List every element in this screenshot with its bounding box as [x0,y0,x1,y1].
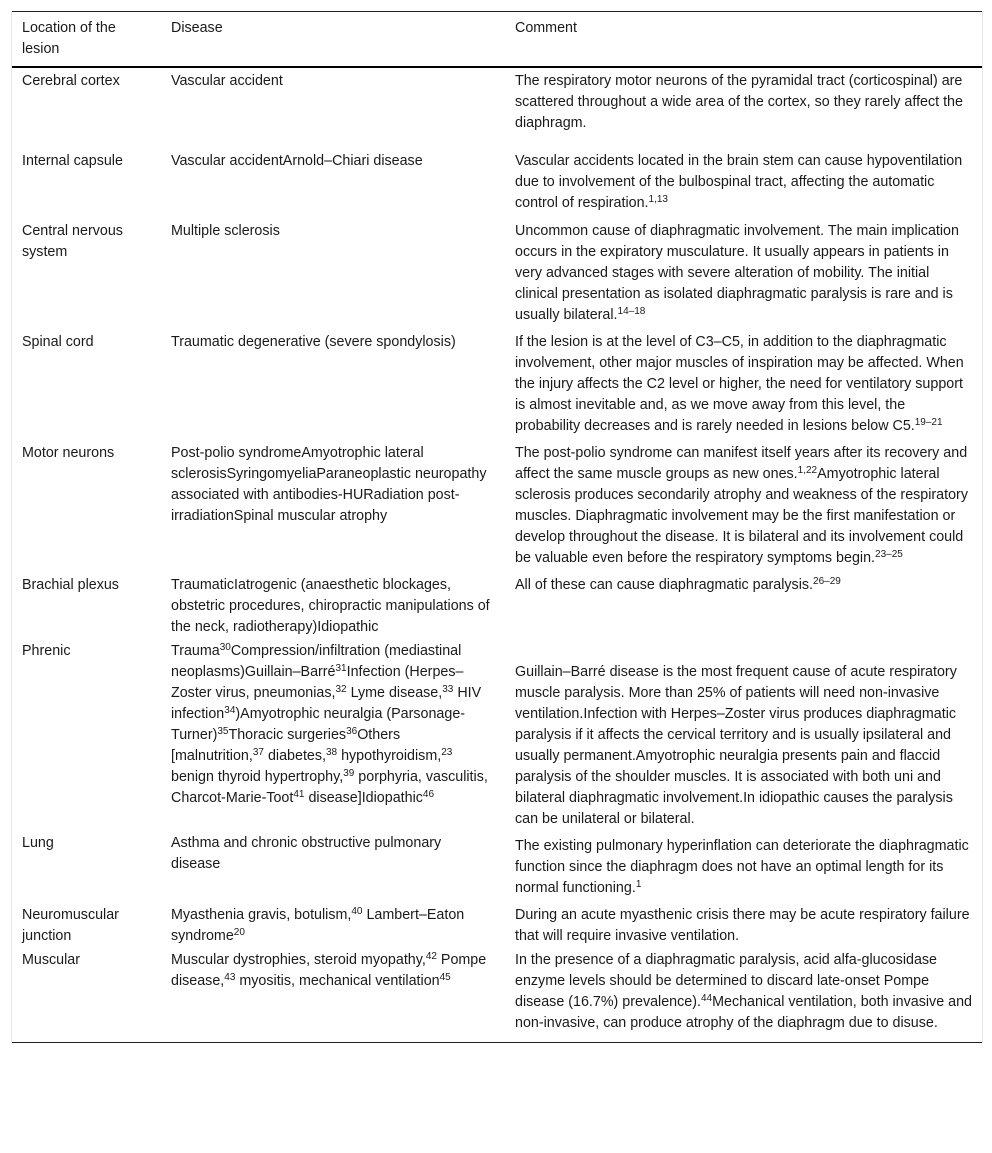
cell-comment: The respiratory motor neurons of the pyramidal tract (corticospinal) are scattered throughout a wide area of the cortex, so they rarely affect the diaphragm. [515,73,963,131]
reference-superscript: 35 [217,726,229,737]
table-row [12,67,982,148]
cell-disease: Muscular dystrophies, steroid myopathy,$^{42}$ Pompe disease,$^{43}$ myositis, mechanical ventilation$^{45}$ [171,951,487,989]
reference-superscript: 23 [441,747,453,758]
cell-location: Brachial plexus [22,577,119,593]
cell-location: Internal capsule [22,153,123,169]
cell-comment: During an acute myasthenic crisis there may be acute respiratory failure that will require invasive ventilation. [515,907,970,944]
cell-disease: Trauma$^{30}$Compression/infiltration (mediastinal neoplasms)Guillain–Barré$^{31}$Infection (Herpes–Zoster virus, pneumonias,$^{32}$ Lyme disease,$^{33}$ HIV infection$^{34}$)Amyotrophic neuralgia (Parsonage-Turner)$^{35}$Thoracic surgeries$^{36}$Others [malnutrition,$^{37}$ diabetes,$^{38}$ hypothyroidism,$^{23}$ benign thyroid hypertrophy,$^{39}$ porphyria, vasculitis, Charcot-Marie-Toot$^{41}$ disease]Idiopathic$^{46}$ [171,642,488,806]
cell-disease: Myasthenia gravis, botulism,$^{40}$ Lambert–Eaton syndrome$^{20}$ [171,906,465,944]
cell-disease: Post-polio syndromeAmyotrophic lateral sclerosisSyringomyeliaParaneoplastic neuropathy associated with antibodies-HURadiation post-irradiationSpinal muscular atrophy [171,445,487,524]
cell-comment: The post-polio syndrome can manifest itself years after its recovery and affect the same muscle groups as new ones.$^{1,22}$Amyotrophic lateral sclerosis produces secondarily atrophy and weakness of the respiratory muscles. Diaphragmatic involvement may be the first manifestation or develop throughout the disease. It is bilateral and its involvement could be valuable even before the respiratory symptoms begin.$^{23-25}$ [515,445,968,566]
reference-superscript: 19–21 [914,417,943,428]
reference-superscript: 34 [224,705,236,716]
cell-disease: Vascular accident [171,73,283,89]
reference-superscript: 44 [700,993,713,1004]
reference-superscript: 23–25 [875,549,903,560]
header-disease: Disease [171,20,223,36]
cell-location: Spinal cord [22,334,94,350]
reference-superscript: 39 [343,768,355,779]
reference-superscript: 40 [351,906,363,917]
header-location: Location of the lesion [22,20,116,57]
table-header-row [12,12,982,68]
cell-location: Phrenic [22,643,71,659]
lesion-disease-table [12,11,982,1043]
reference-superscript: 46 [422,789,435,800]
reference-superscript: 1,13 [648,194,668,205]
cell-location: Central nervous system [22,223,123,260]
reference-superscript: 30 [219,642,231,653]
table-row [12,902,982,947]
cell-location: Lung [22,835,54,851]
cell-comment: Vascular accidents located in the brain stem can cause hypoventilation due to involvement of the bulbospinal tract, affecting the automatic control of respiration.$^{1,13}$ [515,153,963,211]
lesion-table-container [11,11,983,1043]
table-row [12,638,982,830]
table-row [12,830,982,902]
reference-superscript: 14–18 [617,306,646,317]
cell-disease: Vascular accidentArnold–Chiari disease [171,153,423,169]
header-comment: Comment [515,20,577,36]
table-row [12,148,982,218]
reference-superscript: 37 [252,747,264,758]
reference-superscript: 33 [442,684,454,695]
cell-comment: If the lesion is at the level of C3–C5, in addition to the diaphragmatic involvement, other major muscles of inspiration may be affected. When the injury affects the C2 level or higher, the need for ventilatory support is almost inevitable and, as we move away from this level, the probability decreases and is rarely needed in lesions below C5.$^{19-21}$ [515,334,964,434]
table-row [12,329,982,440]
reference-superscript: 31 [335,663,347,674]
reference-superscript: 20 [233,927,245,938]
reference-superscript: 43 [224,972,236,983]
cell-location: Cerebral cortex [22,73,120,89]
cell-disease: TraumaticIatrogenic (anaesthetic blockages, obstetric procedures, chiropractic manipulations of the neck, radiotherapy)Idiopathic [171,577,490,635]
reference-superscript: 1,22 [797,465,818,476]
cell-comment: Guillain–Barré disease is the most frequent cause of acute respiratory muscle paralysis. More than 25% of patients will need non-invasive ventilation.Infection with Herpes–Zoster virus produces diaphragmatic paralysis if it affects the cervical territory and is usually ipsilateral and usually permanent.Amyotrophic neuralgia presents pain and flaccid paralysis of the shoulder muscles. It is associated with both uni and bilateral diaphragmatic involvement.In idiopathic causes the paralysis can be unilateral or bilateral. [515,664,957,827]
table-row [12,218,982,329]
reference-superscript: 36 [346,726,358,737]
reference-superscript: 42 [425,951,437,962]
reference-superscript: 1 [635,879,642,890]
table-row [12,947,982,1043]
reference-superscript: 32 [335,684,347,695]
reference-superscript: 45 [439,972,451,983]
cell-location: Neuromuscular junction [22,907,119,944]
reference-superscript: 26–29 [813,576,841,587]
cell-comment: The existing pulmonary hyperinflation can deteriorate the diaphragmatic function since the diaphragm does not have an optimal length for its normal functioning.$^1$ [515,838,969,896]
table-row [12,440,982,572]
cell-location: Muscular [22,952,80,968]
reference-superscript: 38 [325,747,338,758]
cell-disease: Traumatic degenerative (severe spondylosis) [171,334,456,350]
table-row [12,572,982,638]
cell-disease: Asthma and chronic obstructive pulmonary disease [171,835,442,872]
table-body [12,67,982,1043]
reference-superscript: 41 [293,789,305,800]
cell-location: Motor neurons [22,445,115,461]
cell-disease: Multiple sclerosis [171,223,280,239]
cell-comment: In the presence of a diaphragmatic paralysis, acid alfa-glucosidase enzyme levels should be determined to discard late-onset Pompe disease (16.7%) prevalence).$^{44}$Mechanical ventilation, both invasive and non-invasive, can produce atrophy of the diaphragm due to disuse. [515,952,972,1031]
cell-comment: All of these can cause diaphragmatic paralysis.$^{26-29}$ [515,576,841,593]
cell-comment: Uncommon cause of diaphragmatic involvement. The main implication occurs in the expiratory musculature. It usually appears in patients in very advanced stages with severe alteration of mobility. The initial clinical presentation as isolated diaphragmatic paralysis is rare and is usually bilateral.$^{14-18}$ [515,223,959,323]
